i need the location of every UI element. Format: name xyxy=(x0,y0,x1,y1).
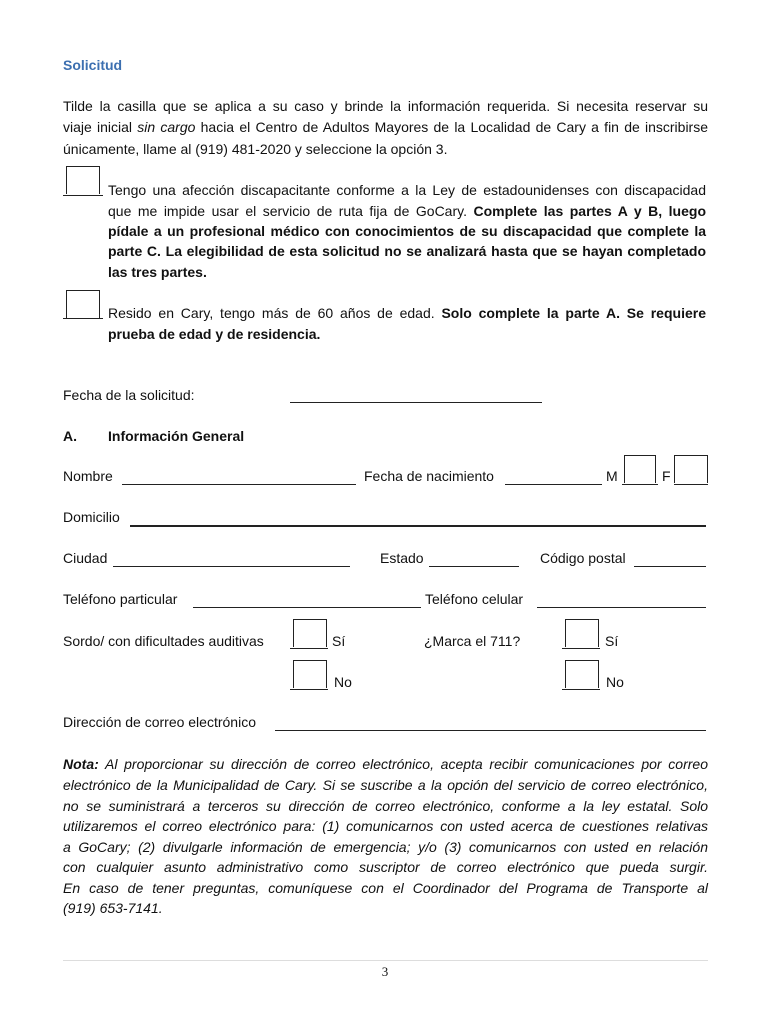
name-label: Nombre xyxy=(63,468,113,484)
disability-checkbox-line xyxy=(63,195,103,196)
deaf-no-label: No xyxy=(334,674,352,690)
deaf-yes-checkbox-line xyxy=(290,648,328,649)
city-label: Ciudad xyxy=(63,550,108,566)
female-label: F xyxy=(662,468,671,484)
option1-line-1: Tengo una afección discapacitante conforme a la Ley de estadounidenses con discapacidad xyxy=(108,182,706,198)
option1-line-3: pídale a un profesional médico con conocimientos de su discapacidad que complete la xyxy=(108,223,706,239)
cell-phone-label: Teléfono celular xyxy=(425,591,524,607)
note-line-3: no se suministrará a terceros su dirección de correo electrónico, conforme a la ley estatal. Solo xyxy=(63,798,708,814)
deaf-label: Sordo/ con dificultades auditivas xyxy=(63,633,264,649)
note-line-6: con cualquier asunto administrativo como suscriptor de correo electrónico que pueda surgir. xyxy=(63,859,708,875)
home-phone-label: Teléfono particular xyxy=(63,591,178,607)
address-field[interactable] xyxy=(130,511,706,527)
senior-resident-checkbox-line xyxy=(63,318,103,319)
birthdate-field[interactable] xyxy=(505,470,602,485)
state-label: Estado xyxy=(380,550,424,566)
postal-code-label: Código postal xyxy=(540,550,626,566)
intro-line-1: Tilde la casilla que se aplica a su caso y brinde la información requerida. Si necesita reservar su xyxy=(63,98,708,114)
email-label: Dirección de correo electrónico xyxy=(63,714,256,730)
note-line-2: electrónico de la Municipalidad de Cary. Si se suscribe a la opción del servicio de correo electrónico, xyxy=(63,777,708,793)
note-line-7: En caso de tener preguntas, comuníquese con el Coordinador del Programa de Transporte al xyxy=(63,880,708,896)
option1-line-4: parte C. La elegibilidad de esta solicitud no se analizará hasta que se hayan completado xyxy=(108,243,706,259)
male-checkbox-line xyxy=(622,484,658,485)
uses-711-label: ¿Marca el 711? xyxy=(424,633,521,649)
option2-line-1: Resido en Cary, tengo más de 60 años de edad. Solo complete la parte A. Se requiere xyxy=(108,305,706,321)
note-line-1: Nota: Al proporcionar su dirección de correo electrónico, acepta recibir comunicaciones por correo xyxy=(63,756,708,772)
option1-line-5: las tres partes. xyxy=(108,264,207,280)
deaf-yes-checkbox[interactable] xyxy=(293,619,327,647)
uses-711-no-label: No xyxy=(606,674,624,690)
city-field[interactable] xyxy=(113,552,350,567)
female-checkbox[interactable] xyxy=(674,455,708,483)
intro-line-2: viaje inicial sin cargo hacia el Centro de Adultos Mayores de la Localidad de Cary a fin de inscribirse xyxy=(63,119,708,135)
section-a-letter: A. xyxy=(63,428,77,444)
note-line-4: utilizaremos el correo electrónico para: (1) comunicarnos con usted acerca de cuestiones relativas xyxy=(63,818,708,834)
email-field[interactable] xyxy=(275,716,706,731)
application-date-field[interactable] xyxy=(290,388,542,403)
birthdate-label: Fecha de nacimiento xyxy=(364,468,494,484)
senior-resident-checkbox[interactable] xyxy=(66,290,100,318)
deaf-yes-label: Sí xyxy=(332,633,346,649)
note-line-5: a GoCary; (2) divulgarle información de emergencia; y/o (3) comunicarnos con usted en relación xyxy=(63,839,708,855)
deaf-no-checkbox[interactable] xyxy=(293,660,327,688)
state-field[interactable] xyxy=(429,552,519,567)
uses-711-yes-label: Sí xyxy=(605,633,619,649)
address-label: Domicilio xyxy=(63,509,120,525)
uses-711-yes-checkbox[interactable] xyxy=(565,619,599,647)
page-number: 3 xyxy=(381,964,389,979)
postal-code-field[interactable] xyxy=(634,552,706,567)
male-checkbox[interactable] xyxy=(624,455,656,483)
note-line-8: (919) 653-7141. xyxy=(63,900,163,916)
page-title: Solicitud xyxy=(63,57,123,73)
option1-line-2: que me impide usar el servicio de ruta fija de GoCary. Complete las partes A y B, luego xyxy=(108,203,706,219)
deaf-no-checkbox-line xyxy=(290,689,328,690)
intro-line-3: únicamente, llame al (919) 481-2020 y seleccione la opción 3. xyxy=(63,141,448,157)
option2-line-2: prueba de edad y de residencia. xyxy=(108,326,321,342)
uses-711-no-checkbox-line xyxy=(562,689,600,690)
section-a-title: Información General xyxy=(108,428,245,444)
cell-phone-field[interactable] xyxy=(537,593,706,608)
uses-711-yes-checkbox-line xyxy=(562,648,600,649)
male-label: M xyxy=(606,468,618,484)
application-date-label: Fecha de la solicitud: xyxy=(63,387,195,403)
home-phone-field[interactable] xyxy=(193,593,421,608)
name-field[interactable] xyxy=(122,470,356,485)
uses-711-no-checkbox[interactable] xyxy=(565,660,599,688)
disability-checkbox[interactable] xyxy=(66,166,100,194)
footer-divider xyxy=(63,960,708,961)
female-checkbox-line xyxy=(674,484,708,485)
